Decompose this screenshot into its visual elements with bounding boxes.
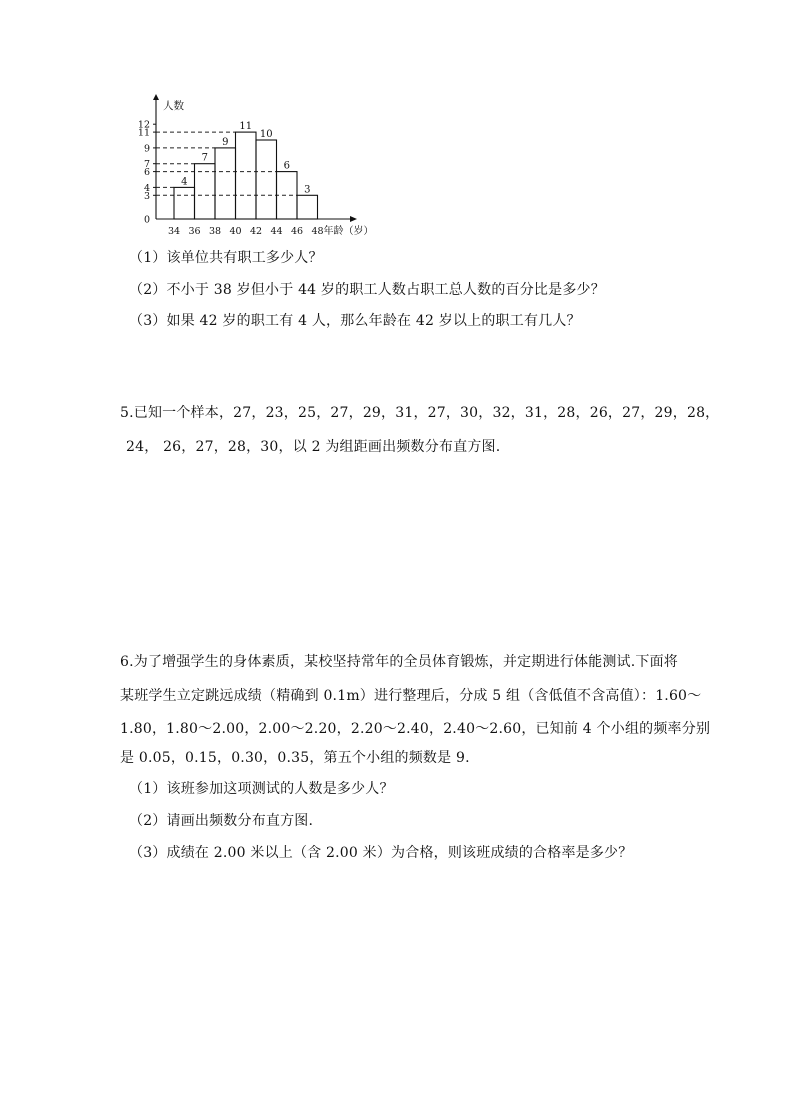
bar-data-label: 7 bbox=[201, 152, 208, 164]
x-tick-label: 44 bbox=[270, 226, 283, 237]
bar-data-label: 4 bbox=[181, 176, 188, 188]
x-axis-title: 年龄（岁） bbox=[323, 226, 374, 237]
x-tick-label: 48 bbox=[311, 226, 324, 237]
histogram-bar bbox=[277, 172, 298, 219]
x-axis-arrow bbox=[350, 216, 357, 222]
q4-sub1: （1）该单位共有职工多少人？ bbox=[129, 250, 323, 266]
bar-data-label: 3 bbox=[304, 184, 311, 196]
x-tick-label: 42 bbox=[249, 226, 263, 237]
q6-line2: 某班学生立定跳远成绩（精确到 0.1m）进行整理后，分成 5 组（含低值不含高值）：1.60～ bbox=[120, 688, 702, 704]
y-tick-label: 4 bbox=[143, 182, 150, 194]
y-tick-label: 3 bbox=[143, 190, 150, 202]
x-tick-label: 34 bbox=[167, 226, 181, 237]
y-tick-label: 7 bbox=[143, 159, 150, 171]
q6-line3: 1.80，1.80～2.00，2.00～2.20，2.20～2.40，2.40～2.60，已知前 4 个小组的频率分别 bbox=[120, 721, 711, 737]
y-tick-label: 6 bbox=[143, 167, 150, 179]
age-histogram bbox=[128, 94, 378, 242]
x-tick-label: 36 bbox=[188, 226, 201, 237]
q4-sub3: （3）如果 42 岁的职工有 4 人，那么年龄在 42 岁以上的职工有几人？ bbox=[129, 313, 581, 329]
x-tick-label: 40 bbox=[229, 226, 242, 237]
q5-line1: 5.已知一个样本，27，23，25，27，29，31，27，30，32，31，28，26，27，29，28， bbox=[120, 405, 720, 421]
bar-data-label: 9 bbox=[222, 136, 229, 148]
y-tick-label: 0 bbox=[143, 214, 150, 226]
q6-sub3: （3）成绩在 2.00 米以上（含 2.00 米）为合格，则该班成绩的合格率是多少？ bbox=[129, 845, 633, 861]
histogram-bar bbox=[236, 132, 257, 219]
q5-line2: 24， 26，27，28，30，以 2 为组距画出频数分布直方图. bbox=[126, 439, 501, 455]
histogram-bar bbox=[297, 195, 318, 219]
y-tick-label: 9 bbox=[143, 143, 150, 155]
bar-data-label: 6 bbox=[283, 160, 290, 172]
q6-line4: 是 0.05，0.15，0.30，0.35，第五个小组的频数是 9. bbox=[120, 750, 470, 766]
bar-data-label: 11 bbox=[239, 121, 253, 133]
age-histogram-svg bbox=[128, 94, 378, 242]
q6-sub2: （2）请画出频数分布直方图. bbox=[129, 813, 314, 829]
histogram-bar bbox=[195, 164, 216, 219]
x-tick-label: 38 bbox=[208, 226, 222, 237]
q6-sub1: （1）该班参加这项测试的人数是多少人？ bbox=[129, 781, 394, 797]
histogram-bar bbox=[215, 148, 236, 219]
y-tick-label: 12 bbox=[137, 119, 150, 131]
y-tick-label: 11 bbox=[137, 127, 150, 139]
bar-data-label: 10 bbox=[259, 129, 273, 140]
q4-sub2: （2）不小于 38 岁但小于 44 岁的职工人数占职工总人数的百分比是多少？ bbox=[129, 282, 605, 298]
y-axis-arrow bbox=[153, 94, 159, 100]
q6-line1: 6.为了增强学生的身体素质，某校坚持常年的全员体育锻炼，并定期进行体能测试.下面将 bbox=[120, 654, 679, 670]
histogram-bar bbox=[174, 187, 195, 219]
x-tick-label: 46 bbox=[290, 226, 304, 237]
histogram-bar bbox=[256, 140, 277, 219]
y-axis-title: 人数 bbox=[163, 100, 184, 112]
